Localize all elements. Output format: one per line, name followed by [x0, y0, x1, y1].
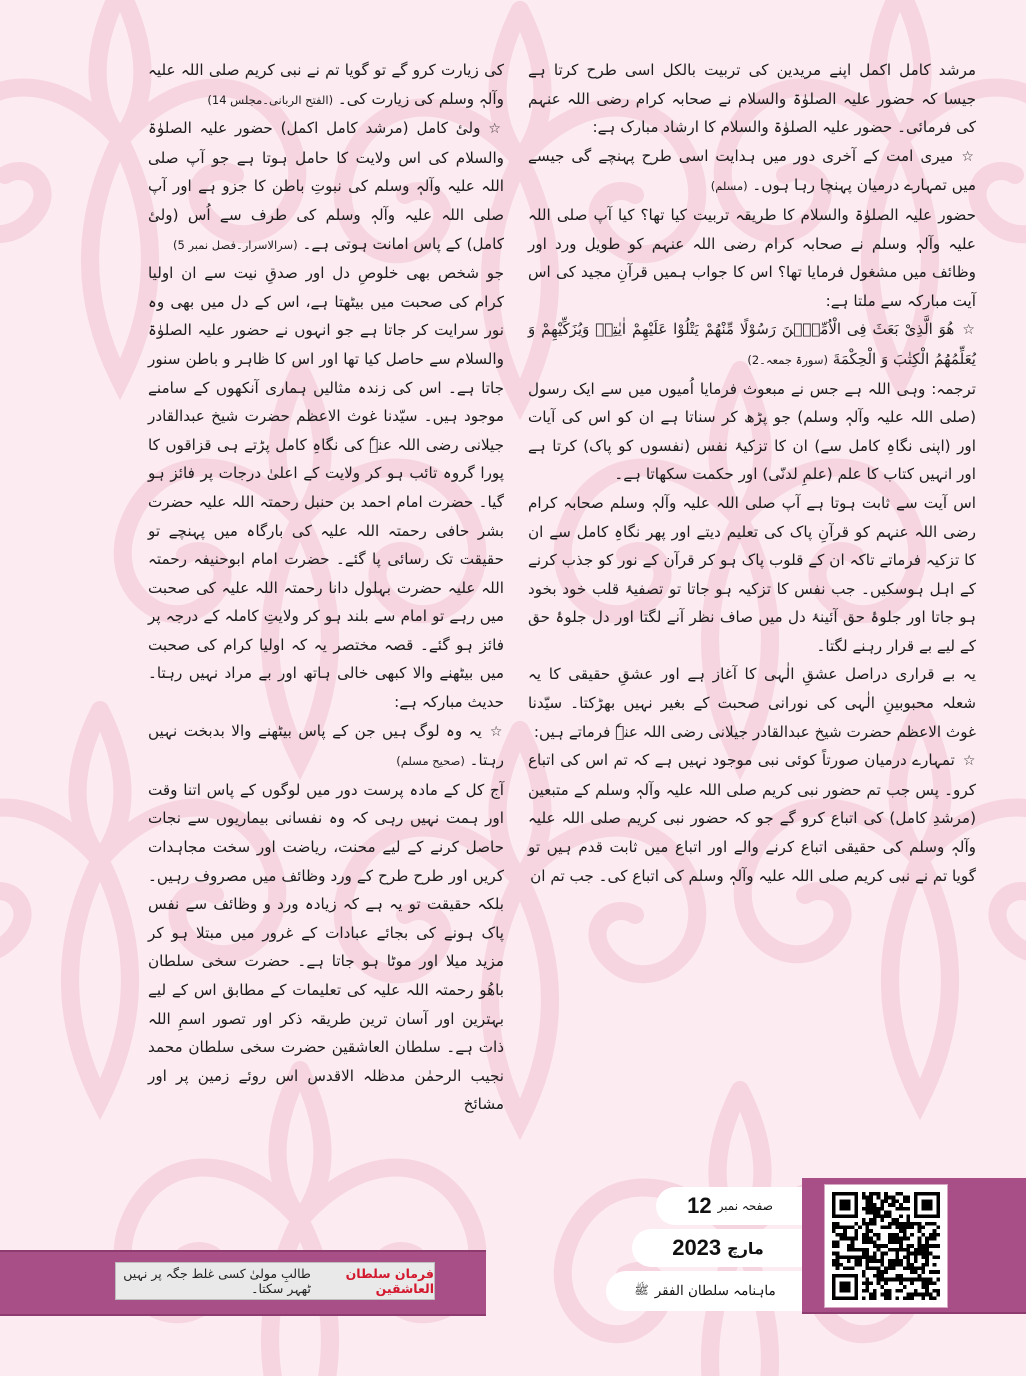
paragraph: یہ بے قراری دراصل عشقِ الٰہی کا آغاز ہے اور عشقِ حقیقی کا یہ شعلہ محبوبینِ الٰہی کی نورانی صحبت کے بغیر نہیں بھڑکتا۔ سیّدنا غوث الاعظم حضرت شیخ عبدالقادر جیلانی رضی اللہ عنہٗ فرماتے ہیں: [528, 665, 976, 741]
magazine-honorific: ﷺ [634, 1282, 649, 1297]
banner-quote: طالبِ مولیٰ کسی غلط جگہ پر نہیں ٹھہر سکتا۔ [123, 1266, 311, 1296]
translation: ترجمہ: وہی اللہ ہے جس نے مبعوث فرمایا اُمیوں میں سے ایک رسول (صلی اللہ علیہ وآلہٖ وسلم) جو پڑھ کر سناتا ہے ان کو اس کی آیات اور (اپنی نگاہِ کامل سے) ان کا تزکیۂ نفس (نفسوں کو پاک) کرتا ہے اور انہیں کتاب کا علم (علمِ لدنّی) اور حکمت سکھاتا ہے۔ [528, 379, 976, 484]
qr-finder-pattern [839, 1199, 850, 1210]
quote-box [115, 1262, 435, 1300]
hadith-quote [528, 142, 976, 201]
issue-month: مارچ [727, 1238, 764, 1258]
quote-text: تمہارے درمیان صورتاً کوئی نبی موجود نہیں ہے کہ تم اس کی اتباع کرو۔ پس جب تم حضور نبی کریم صلی اللہ علیہ وآلہٖ وسلم کے متبعین (مرشدِ کامل) کی اتباع کرو گے جو کہ حضور نبی کریم صلی اللہ علیہ وآلہٖ وسلم کی حقیقی اتباع کرنے والے اور اتباع میں ثابت قدم ہیں تو گویا تم نے نبی کریم صلی اللہ علیہ وآلہٖ وسلم کی اتباع کی۔ جب تم ان [528, 751, 976, 885]
quote-text: ولیٔ کامل (مرشد کامل اکمل) حضور علیہ الصلوٰۃ والسلام کی اس ولایت کا حامل ہوتا ہے جو آپ صلی اللہ علیہ وآلہٖ وسلم کی نبوتِ باطن کا جزو ہے اور آپ صلی اللہ علیہ وآلہٖ وسلم کی طرف سے اُس (ولیٔ کامل) کے پاس امانت ہوتی ہے۔ [148, 119, 504, 253]
reference: (صحیح مسلم) [396, 754, 465, 769]
paragraph [148, 56, 504, 114]
page-number-label: صفحہ نمبر [717, 1199, 773, 1213]
quote-text: یہ وہ لوگ ہیں جن کے پاس بیٹھنے والا بدبخت نہیں رہتا۔ [148, 721, 504, 770]
reference: (الفتح الربانی۔مجلس 14) [207, 92, 334, 107]
paragraph: اس آیت سے ثابت ہوتا ہے آپ صلی اللہ علیہ وآلہٖ وسلم صحابہ کرام رضی اللہ عنہم کو قرآنِ پاک کی تعلیم دیتے اور پھر نگاہِ کامل سے ان کا تزکیہ فرماتے تاکہ ان کے قلوب پاک ہو کر قرآن کے نور کو جذب کرنے کے اہل ہوسکیں۔ جب نفس کا تزکیہ ہو جاتا تو تصفیۂ قلب خود بخود ہو جاتا اور جلوۂ حق آئینۂ دل میں صاف نظر آنے لگتا اور دل جلوۂ حق کے لیے بے قرار رہنے لگتا۔ [528, 493, 976, 655]
quran-verse [528, 315, 976, 374]
page-number: 12 [687, 1193, 712, 1218]
star-icon: ☆ [962, 753, 976, 770]
reference: (مسلم) [710, 179, 748, 194]
quote-text: میری امت کے آخری دور میں ہدایت اسی طرح پہنچے گی جیسے میں تمہارے درمیان پہنچا رہا ہوں۔ [528, 146, 976, 195]
article-column-right [528, 56, 976, 890]
magazine-name: ماہنامہ سلطان الفقر [654, 1283, 776, 1299]
hadith-quote [148, 717, 504, 776]
saying-quote [528, 746, 976, 890]
qr-finder-pattern [921, 1199, 932, 1210]
star-icon: ☆ [488, 121, 504, 138]
paragraph: مرشد کامل اکمل اپنے مریدین کی تربیت بالکل اسی طرح کرتا ہے جیسا کہ حضور علیہ الصلوٰۃ والسلام نے صحابہ کرام رضی اللہ عنہم کی فرمائی۔ حضور علیہ الصلوٰۃ والسلام کا ارشاد مبارک ہے: [528, 61, 976, 137]
article-column-left [148, 56, 504, 1119]
paragraph: حضور علیہ الصلوٰۃ والسلام کا طریقہ تربیت کیا تھا؟ کیا آپ صلی اللہ علیہ وآلہٖ وسلم نے صحابہ کرام رضی اللہ عنہم کو طویل ورد اور وظائف میں مشغول فرمایا تھا؟ اس کا جواب ہمیں قرآنِ مجید کی اس آیت مبارکہ سے ملتا ہے: [528, 205, 976, 310]
issue-year: 2023 [672, 1235, 722, 1260]
star-icon: ☆ [489, 723, 504, 740]
banner-label: فرمان سلطان العاشقین [345, 1266, 434, 1296]
page-number-pill [656, 1187, 804, 1225]
quote-banner [0, 1250, 486, 1316]
verse-text: هُوَ الَّذِیْ بَعَثَ فِی الْاُمِّیّٖنَ رَسُوْلًا مِّنْهُمْ یَتْلُوْا عَلَیْهِمْ اٰیٰتِهٖ وَیُزَكِّیْهِمْ وَ یُعَلِّمُهُمُ الْكِتٰبَ وَ الْحِكْمَةَ [528, 320, 976, 368]
qr-code[interactable] [824, 1184, 948, 1308]
qr-code-icon [832, 1192, 940, 1300]
magazine-name-pill [606, 1271, 804, 1311]
qr-panel [802, 1178, 1026, 1314]
star-icon: ☆ [961, 148, 976, 165]
star-icon: ☆ [962, 322, 976, 339]
saying-quote [148, 114, 504, 259]
paragraph: جو شخص بھی خلوصِ دل اور صدقِ نیت سے ان اولیا کرام کی صحبت میں بیٹھتا ہے، اس کے دل میں بھی وہ نور سرایت کر جاتا ہے جو انہوں نے حضور علیہ الصلوٰۃ والسلام سے حاصل کیا تھا اور اس کا ظاہر و باطن سنور جاتا ہے۔ اس کی زندہ مثالیں ہماری آنکھوں کے سامنے موجود ہیں۔ سیّدنا غوث الاعظم حضرت شیخ عبدالقادر جیلانی رضی اللہ عنہٗ کی نگاہِ کامل پڑتے ہی قزاقوں کا پورا گروہ تائب ہو کر ولایت کے اعلیٰ درجات پر فائز ہو گیا۔ حضرت امام احمد بن حنبل رحمتہ اللہ علیہ حضرت بشر حافی رحمتہ اللہ علیہ کی بارگاہ میں پہنچے تو حقیقت تک رسائی پا گئے۔ حضرت امام ابوحنیفہ رحمتہ اللہ علیہ حضرت بہلول دانا رحمتہ اللہ علیہ کی صحبت میں رہے تو امام سے بلند ہو کر ولایتِ کاملہ کے درجہ پر فائز ہو گئے۔ قصہ مختصر یہ کہ اولیا کرام کی صحبت میں بیٹھنے والا کبھی خالی ہاتھ اور بے مراد نہیں رہتا۔ حدیث مبارکہ ہے: [148, 264, 504, 712]
reference: (سورۃ جمعہ۔2) [747, 352, 828, 367]
paragraph-text: کی زیارت کرو گے تو گویا تم نے نبی کریم صلی اللہ علیہ وآلہٖ وسلم کی زیارت کی۔ [148, 61, 504, 108]
reference: (سرالاسرار۔فصل نمبر 5) [172, 237, 298, 252]
qr-finder-pattern [839, 1281, 850, 1292]
issue-date-pill [632, 1229, 804, 1267]
paragraph: آج کل کے مادہ پرست دور میں لوگوں کے پاس اتنا وقت اور ہمت نہیں رہی کہ وہ نفسانی بیماریوں سے نجات حاصل کرنے کے لیے محنت، ریاضت اور سخت مجاہدات کریں اور طرح طرح کے ورد وظائف میں مصروف رہیں۔ بلکہ حقیقت تو یہ ہے کہ زیادہ ورد و وظائف سے نفس پاک ہونے کی بجائے عبادات کے غرور میں مبتلا ہو کر مزید میلا اور موٹا ہو جاتا ہے۔ حضرت سخی سلطان باھُو رحمتہ اللہ علیہ کی تعلیمات کے مطابق اس کے لیے بہترین اور آسان ترین طریقہ ذکر اور تصور اسمِ اللہ ذات ہے۔ سلطان العاشقین حضرت سخی سلطان محمد نجیب الرحمٰن مدظلہ الاقدس اس روئے زمین پر اور مشائخ [148, 780, 504, 1114]
